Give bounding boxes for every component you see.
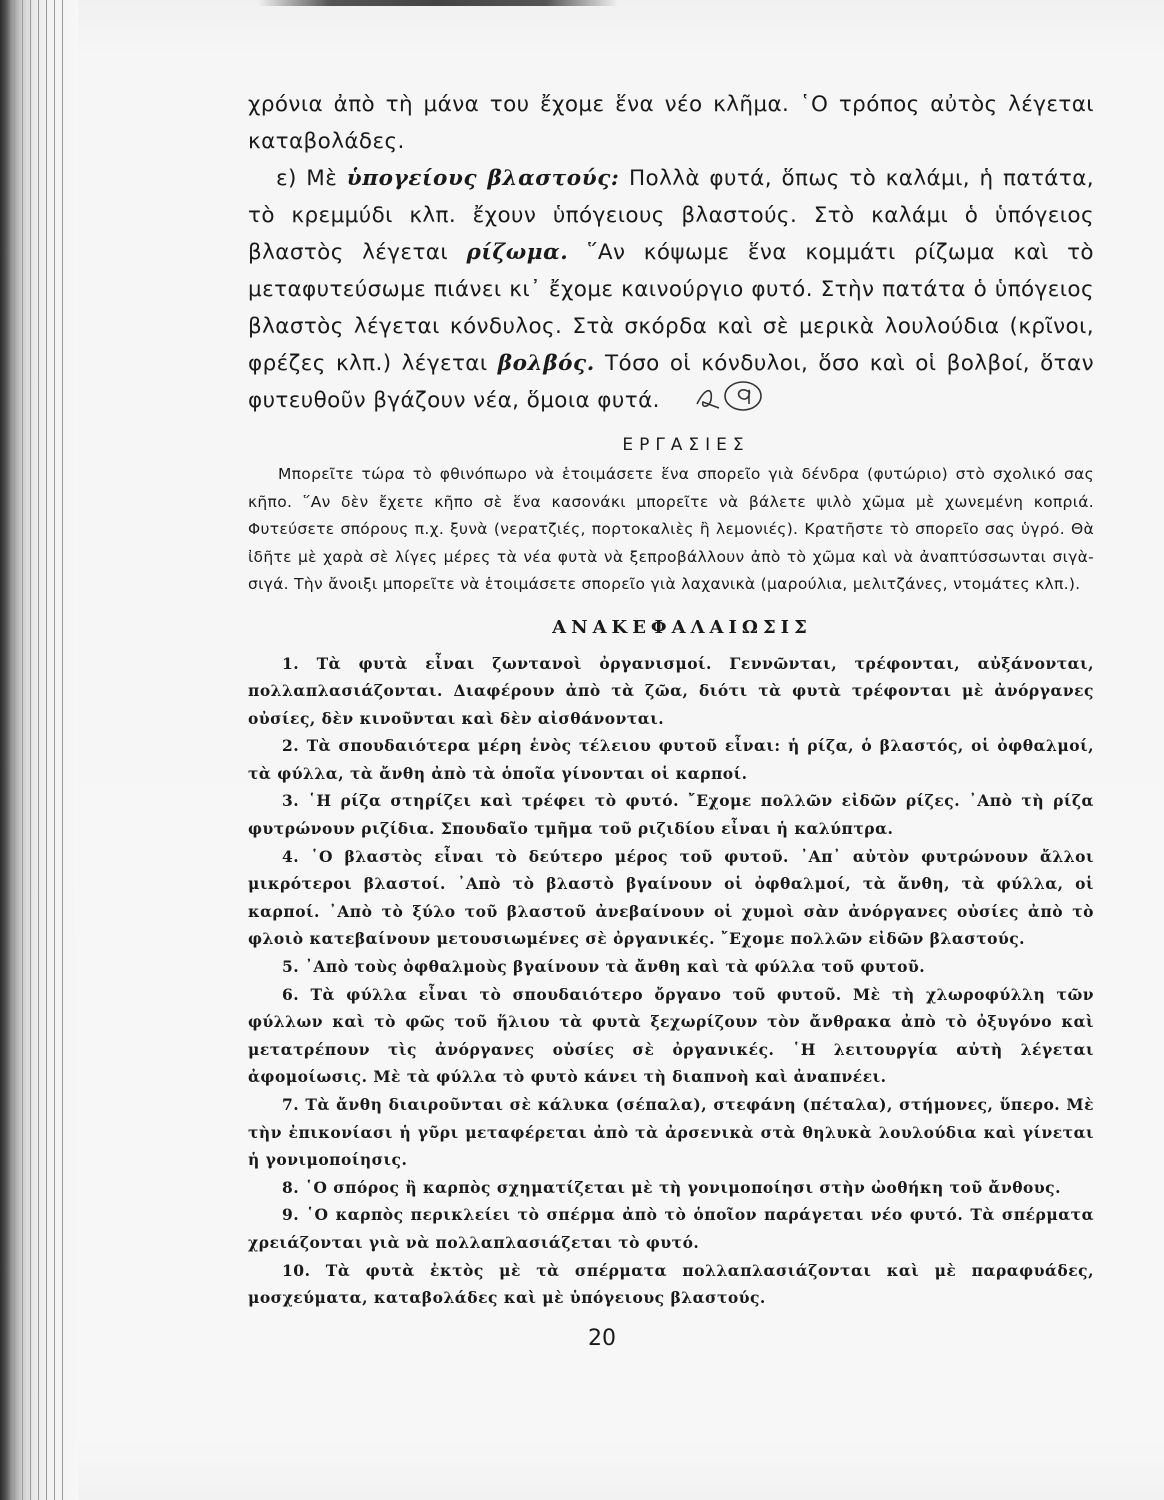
summary-item: 1. Τὰ φυτὰ εἶναι ζωντανοὶ ὀργανισμοί. Γεννῶνται, τρέφονται, αὐξάνονται, πολλαπλασιάζονται. Διαφέρουν ἀπὸ τὰ ζῶα, διότι τὰ φυτὰ τρέφονται μὲ ἀνόργανες οὐσίες, δὲν κινοῦνται καὶ δὲν αἰσθάνονται. (248, 653, 1094, 728)
summary-item: 8. ῾Ο σπόρος ἢ καρπὸς σχηματίζεται μὲ τὴ γονιμοποίησι στὴν ὠοθήκη τοῦ ἄνθους. (282, 1177, 1061, 1197)
paragraph-underground-stems (248, 160, 1094, 419)
paragraph-layering: χρόνια ἀπὸ τὴ μάνα του ἔχομε ἕνα νέο κλῆμα. ῾Ο τρόπος αὐτὸς λέγεται καταβολάδες. (248, 92, 1094, 154)
summary-list (248, 650, 1094, 1312)
exercises-heading: ΕΡΓΑΣΙΕΣ (622, 435, 750, 455)
page-number: 20 (588, 1326, 616, 1351)
handwritten-annotation (693, 378, 781, 412)
term-underground-stems: ὑπογείους βλαστούς: (346, 166, 620, 191)
summary-item: 9. ῾Ο καρπὸς περικλείει τὸ σπέρμα ἀπὸ τὸ ὁποῖον παράγεται νέο φυτό. Τὰ σπέρματα χρειάζονται γιὰ νὰ πολλαπλασιάζεται τὸ φυτό. (248, 1205, 1094, 1252)
term-rhizome: ρίζωμα. (466, 240, 569, 265)
term-bulb: βολβός. (497, 351, 595, 376)
paragraph-text-a: Πολλὰ φυτά, ὅπως τὸ καλάμι, ἡ πατάτα, τὸ κρεμμύδι κλπ. ἔχουν ὑπόγειους βλαστούς. Στὸ καλάμι ὁ ὑπόγειος βλαστὸς λέγεται (248, 166, 1095, 265)
book-binding-edge (0, 0, 78, 1500)
paragraph-text-b: ῞Αν κόψωμε ἕνα κομμάτι ρίζωμα καὶ τὸ μεταφυτεύσωμε πιάνει κι᾿ ἔχομε καινούργιο φυτό. Στὴν πατάτα ὁ ὑπόγειος βλαστὸς λέγεται κόνδυλος. Στὰ σκόρδα καὶ σὲ μερικὰ λουλούδια (κρῖνοι, φρέζες κλπ.) λέγεται (248, 240, 1094, 376)
summary-item: 5. ᾿Απὸ τοὺς ὀφθαλμοὺς βγαίνουν τὰ ἄνθη καὶ τὰ φύλλα τοῦ φυτοῦ. (282, 957, 926, 977)
exercises-text: Μπορεῖτε τώρα τὸ φθινόπωρο νὰ ἑτοιμάσετε ἕνα σπορεῖο γιὰ δένδρα (φυτώριο) στὸ σχολικό σας κῆπο. ῞Αν δὲν ἔχετε κῆπο σὲ ἕνα κασονάκι μπορεῖτε νὰ βάλετε ψιλὸ χῶμα μὲ χωνεμένη κοπριά. Φυτεύσετε σπόρους π.χ. ξυνὰ (νερατζιές, πορτοκαλιὲς ἢ λεμονιές). Κρατῆστε τὸ σπορεῖο σας ὑγρό. Θὰ ἰδῆτε μὲ χαρὰ σὲ λίγες μέρες τὰ νέα φυτὰ νὰ ξεπροβάλλουν ἀπὸ τὸ χῶμα καὶ νὰ ἀναπτύσσωνται σιγὰ-σιγά. Τὴν ἄνοιξι μπορεῖτε νὰ ἑτοιμάσετε σπορεῖο γιὰ λαχανικὰ (μαρούλια, μελιτζάνες, ντομάτες κλπ.). (248, 465, 1094, 593)
paragraph-prefix: ε) Μὲ (276, 166, 338, 191)
summary-item: 2. Τὰ σπουδαιότερα μέρη ἑνὸς τέλειου φυτοῦ εἶναι: ἡ ρίζα, ὁ βλαστός, οἱ ὀφθαλμοί, τὰ φύλλα, τὰ ἄνθη ἀπὸ τὰ ὁποῖα γίνονται οἱ καρποί. (248, 736, 1094, 783)
summary-item: 3. ῾Η ρίζα στηρίζει καὶ τρέφει τὸ φυτό. ῎Εχομε πολλῶν εἰδῶν ρίζες. ᾿Απὸ τὴ ρίζα φυτρώνουν ριζίδια. Σπουδαῖο τμῆμα τοῦ ριζιδίου εἶναι ἡ καλύπτρα. (248, 791, 1094, 839)
summary-heading: ΑΝΑΚΕΦΑΛΑΙΩΣΙΣ (552, 616, 812, 638)
summary-item: 10. Τὰ φυτὰ ἐκτὸς μὲ τὰ σπέρματα πολλαπλασιάζονται καὶ μὲ παραφυάδες, μοσχεύματα, καταβολάδες καὶ μὲ ὑπόγειους βλαστούς. (248, 1260, 1094, 1308)
summary-item: 4. ῾Ο βλαστὸς εἶναι τὸ δεύτερο μέρος τοῦ φυτοῦ. ᾿Απ᾿ αὐτὸν φυτρώνουν ἄλλοι μικρότεροι βλαστοί. ᾿Απὸ τὸ βλαστὸ βγαίνουν οἱ ὀφθαλμοί, τὰ ἄνθη, τὰ φύλλα, οἱ καρποί. ᾿Απὸ τὸ ξύλο τοῦ βλαστοῦ ἀνεβαίνουν οἱ χυμοὶ σὰν ἀνόργανες οὐσίες ἀπὸ τὸ φλοιὸ κατεβαίνουν μετουσιωμένες σὲ ὀργανικές. ῎Εχομε πολλῶν εἰδῶν βλαστούς. (248, 846, 1094, 949)
page-content (248, 86, 1094, 1312)
summary-item: 7. Τὰ ἄνθη διαιροῦνται σὲ κάλυκα (σέπαλα), στεφάνη (πέταλα), στήμονες, ὕπερο. Μὲ τὴν ἐπικονίασι ἡ γῦρι μεταφέρεται ἀπὸ τὰ ἀρσενικὰ στὰ θηλυκὰ λουλούδια καὶ γίνεται ἡ γονιμοποίησις. (248, 1095, 1094, 1170)
top-scan-shadow (258, 0, 618, 6)
paragraph-text-c: Τόσο οἱ κόνδυλοι, ὅσο καὶ οἱ βολβοί, ὅταν φυτευθοῦν βγάζουν νέα, ὅμοια φυτά. (248, 351, 1095, 413)
summary-item: 6. Τὰ φύλλα εἶναι τὸ σπουδαιότερο ὄργανο τοῦ φυτοῦ. Μὲ τὴ χλωροφύλλη τῶν φύλλων καὶ τὸ φῶς τοῦ ἥλιου τὰ φυτὰ ξεχωρίζουν τὸν ἄνθρακα ἀπὸ τὸ ὀξυγόνο καὶ μετατρέπουν τὶς ἀνόργανες οὐσίες σὲ ὀργανικές. ῾Η λειτουργία αὐτὴ λέγεται ἀφομοίωσις. Μὲ τὰ φύλλα τὸ φυτὸ κάνει τὴ διαπνοὴ καὶ ἀναπνέει. (248, 984, 1094, 1087)
